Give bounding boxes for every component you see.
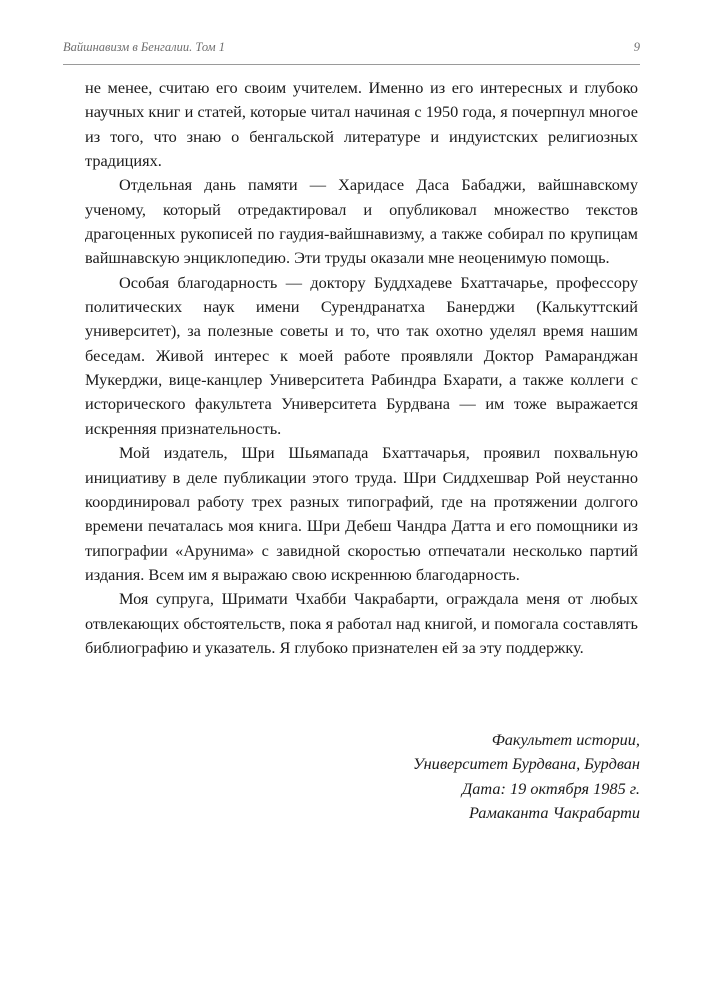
paragraph-buddhadeva: Особая благодарность — доктору Буддхадеве Бхаттачарье, профессору политических наук имени Сурендранатха Банерджи (Калькуттский университет), за полезные советы и то, что так охотно уделял время нашим беседам. Живой интерес к моей работе проявляли Доктор Рамаранджан Мукерджи, вице-канцлер Университета Рабиндра Бхарати, а также коллеги с исторического факультета Университета Бурдвана — им тоже выражается искренняя признательность. [85,272,638,438]
body-text [85,76,638,660]
paragraph-publisher: Мой издатель, Шри Шьямапада Бхаттачарья, проявил похвальную инициативу в деле публикации этого труда. Шри Сиддхешвар Рой неустанно координировал работу трех разных типографий, где на протяжении долгого времени печаталась моя книга. Шри Дебеш Чандра Датта и его помощники из типографии «Арунима» с завидной скоростью отпечатали несколько партий издания. Всем им я выражаю свою искреннюю благодарность. [85,443,638,584]
paragraph-haridas: Отдельная дань памяти — Харидасе Даса Бабаджи, вайшнавскому ученому, который отредактировал и опубликовал множество текстов драгоценных рукописей по гаудия-вайшнавизму, а также собирал по крупицам вайшнавскую энциклопедию. Эти труды оказали мне неоценимую помощь. [85,175,638,268]
paragraph-continuation: не менее, считаю его своим учителем. Именно из его интересных и глубоко научных книг и статей, которые читал начиная с 1950 года, я почерпнул многое из того, что знаю о бенгальской литературе и индуистских религиозных традициях. [85,78,638,171]
paragraph-spouse: Моя супруга, Шримати Чхабби Чакрабарти, ограждала меня от любых отвлекающих обстоятельств, пока я работал над книгой, и помогала составлять библиографию и указатель. Я глубоко признателен ей за эту поддержку. [85,589,638,657]
signature-university: Университет Бурдвана, Бурдван [413,754,640,774]
page-number: 9 [633,40,640,54]
signature-faculty: Факультет истории, [491,730,640,749]
running-title: Вайшнавизм в Бенгалии. Том 1 [63,40,225,54]
header-rule [63,64,640,65]
signature-block [413,728,640,825]
signature-author: Рамаканта Чакрабарти [468,802,640,822]
signature-date: Дата: 19 октября 1985 г. [461,778,640,798]
